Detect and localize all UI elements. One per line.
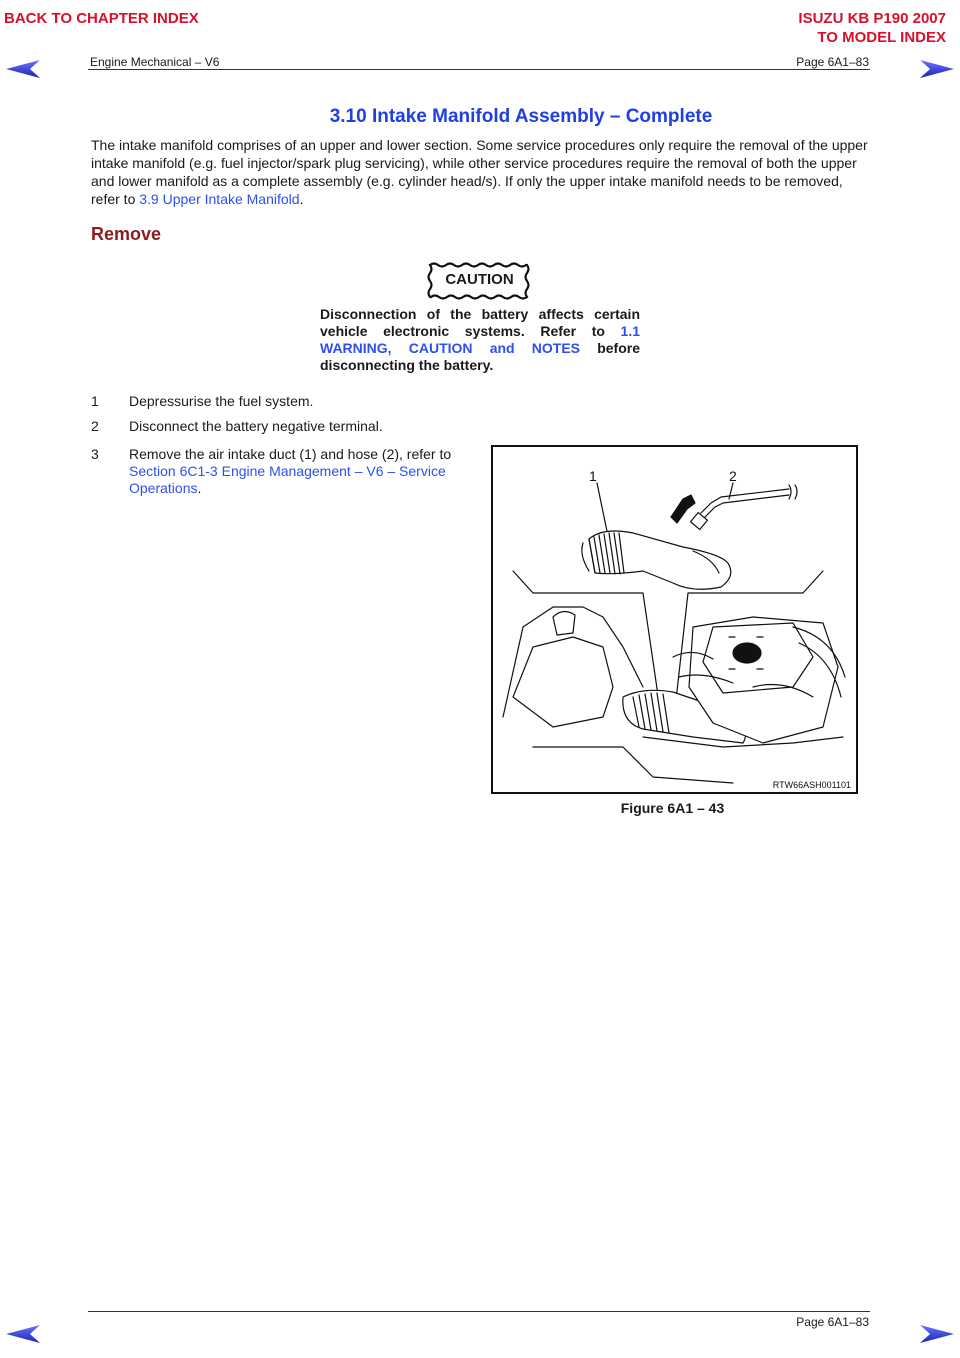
- step-text: Remove the air intake duct (1) and hose (2), refer to: [129, 446, 452, 462]
- footer-rule: [88, 1311, 870, 1312]
- header-page-number: Page 6A1–83: [796, 55, 869, 69]
- step-number: 3: [91, 446, 99, 462]
- step-text: Depressurise the fuel system.: [129, 393, 314, 409]
- callout-1: 1: [589, 468, 597, 484]
- upper-intake-manifold-link[interactable]: 3.9 Upper Intake Manifold: [139, 191, 300, 207]
- intro-paragraph: [91, 136, 871, 208]
- engine-management-service-link[interactable]: Section 6C1-3 Engine Management – V6 – Service Operations: [129, 463, 446, 496]
- warning-caution-notes-link[interactable]: 1.1 WARNING, CAUTION and NOTES: [320, 323, 640, 356]
- intro-suffix: .: [299, 191, 304, 207]
- header-chapter-title: Engine Mechanical – V6: [90, 55, 220, 69]
- to-model-index-link[interactable]: TO MODEL INDEX: [817, 29, 946, 46]
- left-arrow-icon[interactable]: [6, 1325, 40, 1343]
- step-text: Disconnect the battery negative terminal.: [129, 418, 383, 434]
- model-title-link[interactable]: ISUZU KB P190 2007: [798, 10, 946, 27]
- figure-caption: Figure 6A1 – 43: [620, 800, 725, 816]
- footer-page-number: Page 6A1–83: [796, 1315, 869, 1329]
- step-number: 2: [91, 418, 99, 434]
- air-intake-illustration: [493, 447, 856, 792]
- header-rule: [88, 69, 870, 70]
- right-arrow-icon[interactable]: [920, 60, 954, 78]
- remove-heading: Remove: [91, 224, 162, 244]
- figure-6a1-43: [491, 445, 858, 794]
- intro-text: The intake manifold comprises of an upper and lower section. Some service procedures only require the removal of the upper intake manifold (e.g. fuel injector/spark plug servicing), while other service procedures require the removal of both the upper and lower manifold as a complete assembly (e.g. cylinder head/s). If only the upper intake manifold needs to be removed, refer to: [91, 137, 868, 207]
- caution-text-part2: before disconnecting the battery.: [320, 340, 640, 373]
- back-to-chapter-index-link[interactable]: BACK TO CHAPTER INDEX: [4, 10, 199, 27]
- image-code: RTW66ASH001101: [772, 780, 851, 790]
- step-suffix: .: [197, 480, 202, 496]
- right-arrow-icon[interactable]: [920, 1325, 954, 1343]
- section-title: 3.10 Intake Manifold Assembly – Complete: [329, 106, 713, 127]
- left-arrow-icon[interactable]: [6, 60, 40, 78]
- caution-label: CAUTION: [445, 271, 514, 288]
- callout-2: 2: [729, 468, 737, 484]
- caution-text: [320, 306, 640, 374]
- step-number: 1: [91, 393, 99, 409]
- caution-text-part1: Disconnection of the battery affects certain vehicle electronic systems. Refer to: [320, 306, 640, 339]
